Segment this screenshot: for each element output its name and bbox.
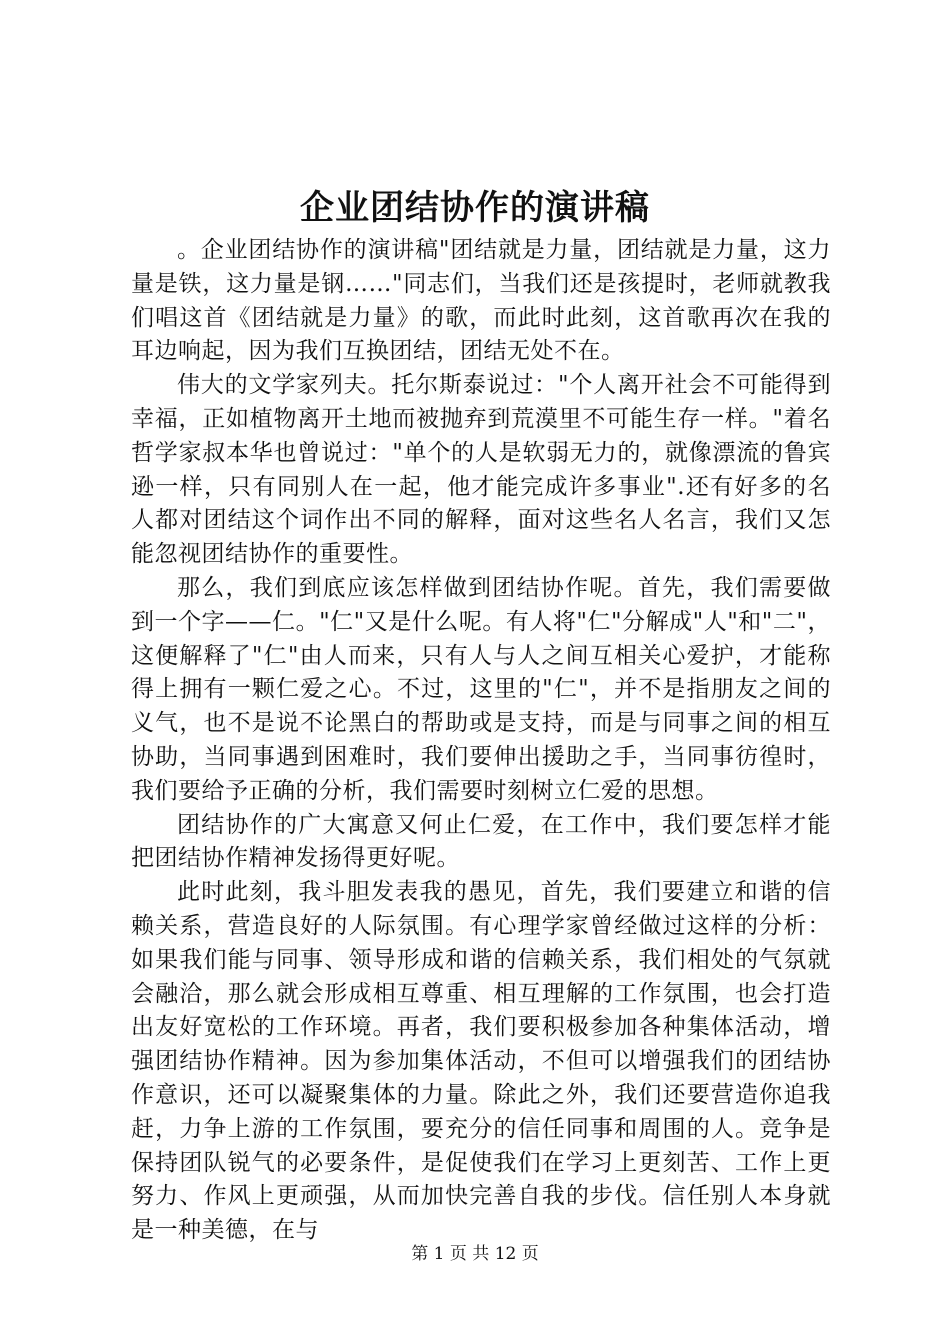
paragraph-5: 此时此刻，我斗胆发表我的愚见，首先，我们要建立和谐的信赖关系，营造良好的人际氛围。有心理学家曾经做过这样的分析：如果我们能与同事、领导形成和谐的信赖关系，我们相处的气氛就会融洽，那么就会形成相互尊重、相互理解的工作氛围，也会打造出友好宽松的工作环境。再者，我们要积极参加各种集体活动，增强团结协作精神。因为参加集体活动，不但可以增强我们的团结协作意识，还可以凝聚集体的力量。除此之外，我们还要营造你追我赶，力争上游的工作氛围，要充分的信任同事和周围的人。竞争是保持团队锐气的必要条件，是促使我们在学习上更刻苦、工作上更努力、作风上更顽强，从而加快完善自我的步伐。信任别人本身就是一种美德，在与 (131, 879, 831, 1244)
page-footer: 第 1 页 共 12 页 (411, 1244, 539, 1264)
paragraph-3: 那么，我们到底应该怎样做到团结协作呢。首先，我们需要做到一个字——仁。"仁"又是什么呢。有人将"仁"分解成"人"和"二"，这便解释了"仁"由人而来，只有人与人之间互相关心爱护，才能称得上拥有一颗仁爱之心。不过，这里的"仁"，并不是指朋友之间的义气，也不是说不论黑白的帮助或是支持，而是与同事之间的相互协助，当同事遇到困难时，我们要伸出援助之手，当同事彷徨时，我们要给予正确的分析，我们需要时刻树立仁爱的思想。 (131, 574, 831, 804)
document-body (131, 234, 831, 1248)
paragraph-4: 团结协作的广大寓意又何止仁爱，在工作中，我们要怎样才能把团结协作精神发扬得更好呢。 (131, 811, 831, 872)
paragraph-1: 。企业团结协作的演讲稿"团结就是力量，团结就是力量，这力量是铁，这力量是钢……"同志们，当我们还是孩提时，老师就教我们唱这首《团结就是力量》的歌，而此时此刻，这首歌再次在我的耳边响起，因为我们互换团结，团结无处不在。 (131, 237, 831, 365)
paragraph-2: 伟大的文学家列夫。托尔斯泰说过："个人离开社会不可能得到幸福，正如植物离开土地而被抛弃到荒漠里不可能生存一样。"着名哲学家叔本华也曾说过："单个的人是软弱无力的，就像漂流的鲁宾逊一样，只有同别人在一起，他才能完成许多事业".还有好多的名人都对团结这个词作出不同的解释，面对这些名人名言，我们又怎能忽视团结协作的重要性。 (131, 372, 831, 568)
document-title: 企业团结协作的演讲稿 (300, 188, 650, 228)
